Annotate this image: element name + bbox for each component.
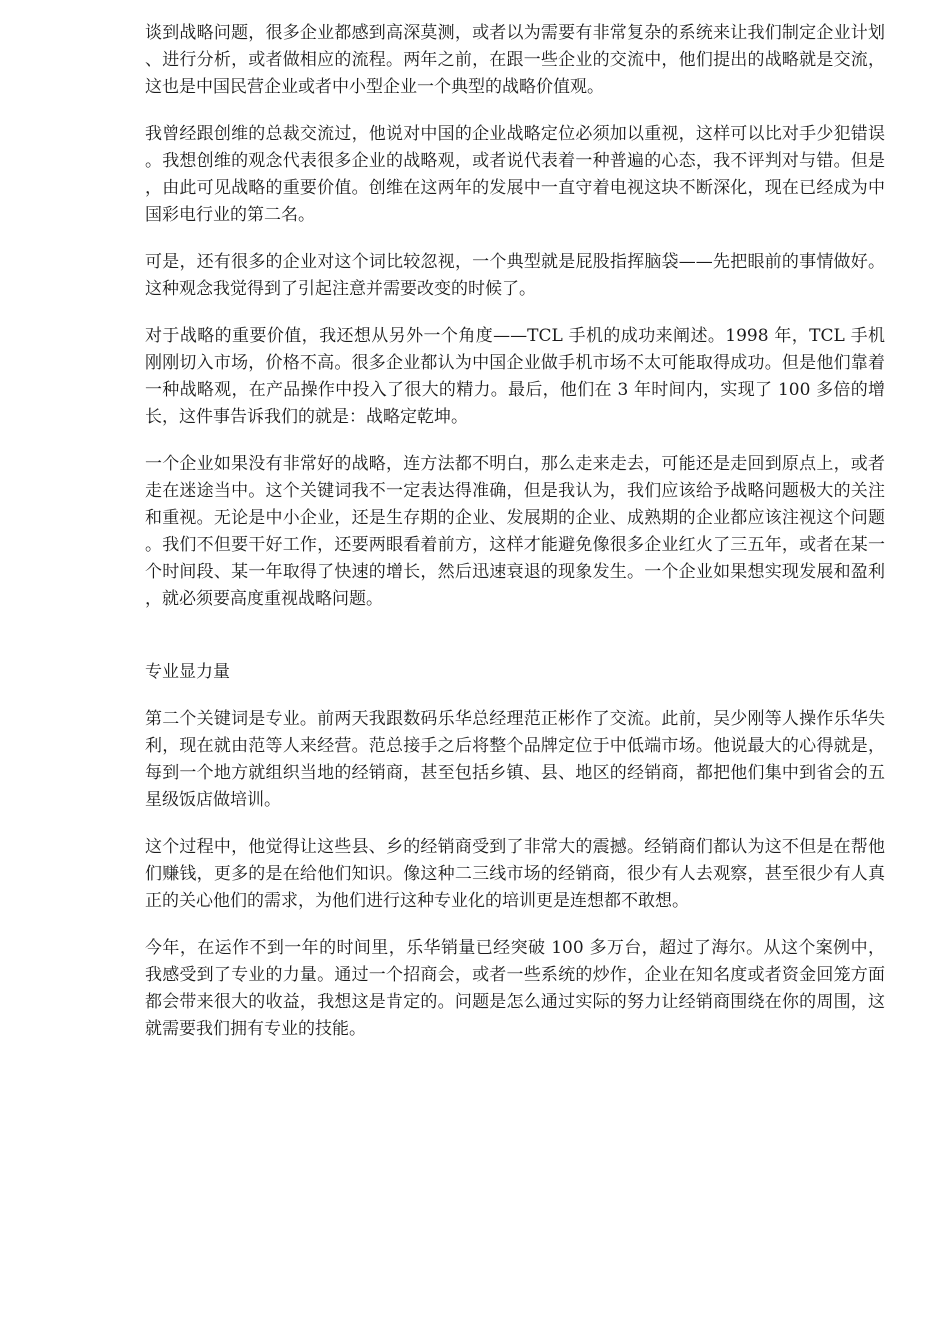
paragraph: 第二个关键词是专业。前两天我跟数码乐华总经理范正彬作了交流。此前，吴少刚等人操作乐华失利，现在就由范等人来经营。范总接手之后将整个品牌定位于中低端市场。他说最大的心得就是，每到一个地方就组织当地的经销商，甚至包括乡镇、县、地区的经销商，都把他们集中到省会的五星级饭店做培训。 (145, 709, 885, 810)
paragraph: 可是，还有很多的企业对这个词比较忽视，一个典型就是屁股指挥脑袋——先把眼前的事情做好。这种观念我觉得到了引起注意并需要改变的时候了。 (145, 252, 885, 299)
section-strategy (145, 20, 885, 613)
section-heading: 专业显力量 (145, 662, 230, 682)
paragraph: 我曾经跟创维的总裁交流过，他说对中国的企业战略定位必须加以重视，这样可以比对手少犯错误。我想创维的观念代表很多企业的战略观，或者说代表着一种普遍的心态，我不评判对与错。但是，由此可见战略的重要价值。创维在这两年的发展中一直守着电视这块不断深化，现在已经成为中国彩电行业的第二名。 (145, 124, 885, 225)
section-professional (145, 659, 885, 1043)
paragraph: 这个过程中，他觉得让这些县、乡的经销商受到了非常大的震撼。经销商们都认为这不但是在帮他们赚钱，更多的是在给他们知识。像这种二三线市场的经销商，很少有人去观察，甚至很少有人真正的关心他们的需求，为他们进行这种专业化的培训更是连想都不敢想。 (145, 837, 885, 911)
paragraph: 今年，在运作不到一年的时间里，乐华销量已经突破 100 多万台，超过了海尔。从这个案例中，我感受到了专业的力量。通过一个招商会，或者一些系统的炒作，企业在知名度或者资金回笼方面都会带来很大的收益，我想这是肯定的。问题是怎么通过实际的努力让经销商围绕在你的周围，这就需要我们拥有专业的技能。 (145, 938, 885, 1039)
document-page (145, 20, 885, 1063)
paragraph: 一个企业如果没有非常好的战略，连方法都不明白，那么走来走去，可能还是走回到原点上，或者走在迷途当中。这个关键词我不一定表达得准确，但是我认为，我们应该给予战略问题极大的关注和重视。无论是中小企业，还是生存期的企业、发展期的企业、成熟期的企业都应该注视这个问题。我们不但要干好工作，还要两眼看着前方，这样才能避免像很多企业红火了三五年，或者在某一个时间段、某一年取得了快速的增长，然后迅速衰退的现象发生。一个企业如果想实现发展和盈利，就必须要高度重视战略问题。 (145, 454, 885, 609)
paragraph: 对于战略的重要价值，我还想从另外一个角度——TCL 手机的成功来阐述。1998 年，TCL 手机刚刚切入市场，价格不高。很多企业都认为中国企业做手机市场不太可能取得成功。但是他们靠着一种战略观，在产品操作中投入了很大的精力。最后，他们在 3 年时间内，实现了 100 多倍的增长，这件事告诉我们的就是：战略定乾坤。 (145, 326, 885, 427)
paragraph: 谈到战略问题，很多企业都感到高深莫测，或者以为需要有非常复杂的系统来让我们制定企业计划、进行分析，或者做相应的流程。两年之前，在跟一些企业的交流中，他们提出的战略就是交流，这也是中国民营企业或者中小型企业一个典型的战略价值观。 (145, 23, 885, 97)
